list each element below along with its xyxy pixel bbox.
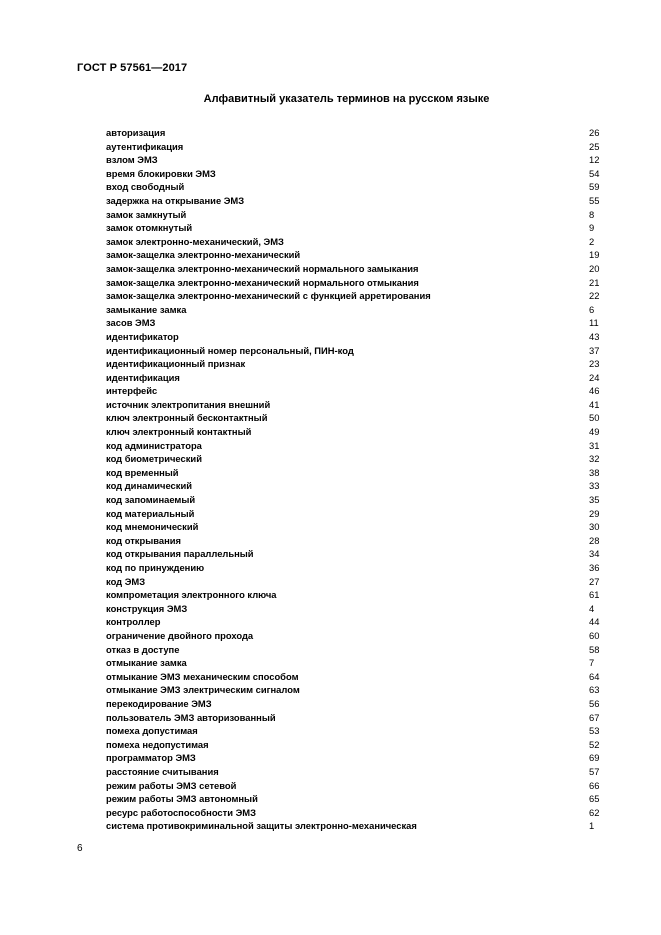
term-label: код запоминаемый bbox=[106, 494, 196, 506]
term-label: помеха недопустимая bbox=[106, 738, 209, 750]
list-item bbox=[106, 479, 606, 493]
list-item bbox=[106, 656, 606, 670]
list-item bbox=[106, 330, 606, 344]
list-item bbox=[106, 398, 606, 412]
term-number: 26 bbox=[589, 127, 600, 138]
term-number: 60 bbox=[589, 629, 600, 641]
list-item bbox=[106, 792, 606, 806]
term-number: 28 bbox=[589, 534, 600, 546]
list-item bbox=[106, 235, 606, 249]
list-item bbox=[106, 357, 606, 371]
list-item bbox=[106, 643, 606, 657]
term-label: замок-защелка электронно-механический нормального замыкания bbox=[106, 262, 419, 274]
term-number: 11 bbox=[589, 317, 599, 329]
list-item bbox=[106, 534, 606, 548]
term-number: 52 bbox=[589, 738, 600, 750]
list-item bbox=[106, 411, 606, 425]
term-label: идентификационный признак bbox=[106, 358, 246, 370]
term-number: 69 bbox=[589, 752, 600, 764]
term-number: 49 bbox=[589, 426, 600, 438]
term-label: засов ЭМЗ bbox=[106, 317, 156, 329]
term-number: 59 bbox=[589, 181, 600, 193]
term-label: перекодирование ЭМЗ bbox=[106, 697, 212, 709]
term-number: 54 bbox=[589, 167, 600, 179]
term-number: 2 bbox=[589, 235, 595, 247]
term-number: 23 bbox=[589, 358, 600, 370]
list-item bbox=[106, 303, 606, 317]
list-item bbox=[106, 439, 606, 453]
term-label: аутентификация bbox=[106, 140, 184, 152]
term-number: 65 bbox=[589, 793, 600, 805]
term-number: 32 bbox=[589, 453, 600, 465]
term-number: 36 bbox=[589, 562, 600, 573]
list-item bbox=[106, 493, 606, 507]
term-label: замыкание замка bbox=[106, 303, 187, 315]
term-label: вход свободный bbox=[106, 181, 185, 193]
term-number: 37 bbox=[589, 344, 600, 356]
term-number: 62 bbox=[589, 806, 600, 818]
document-id: ГОСТ Р 57561—2017 bbox=[77, 62, 188, 74]
term-label: замок отомкнутый bbox=[106, 222, 193, 234]
term-label: код материальный bbox=[106, 507, 195, 519]
term-label: отмыкание ЭМЗ электрическим сигналом bbox=[106, 684, 300, 696]
list-item bbox=[106, 126, 606, 140]
list-item bbox=[106, 520, 606, 534]
term-number: 22 bbox=[589, 290, 600, 302]
term-label: код динамический bbox=[106, 480, 192, 492]
list-item bbox=[106, 167, 606, 181]
term-number: 29 bbox=[589, 507, 600, 519]
terms-index-list bbox=[106, 126, 606, 833]
term-label: замок-защелка электронно-механический нормального отмыкания bbox=[106, 276, 419, 288]
list-item bbox=[106, 180, 606, 194]
term-number: 38 bbox=[589, 466, 600, 478]
term-number: 9 bbox=[589, 222, 595, 234]
term-label: код по принуждению bbox=[106, 562, 205, 573]
term-label: источник электропитания внешний bbox=[106, 398, 271, 410]
list-item bbox=[106, 588, 606, 602]
list-item bbox=[106, 697, 606, 711]
term-number: 8 bbox=[589, 208, 595, 220]
list-item bbox=[106, 615, 606, 629]
list-item bbox=[106, 765, 606, 779]
term-number: 46 bbox=[589, 385, 600, 397]
term-label: конструкция ЭМЗ bbox=[106, 602, 188, 614]
list-item bbox=[106, 507, 606, 521]
term-number: 63 bbox=[589, 684, 600, 696]
term-label: код открывания параллельный bbox=[106, 548, 254, 560]
term-label: замок-защелка электронно-механический с функцией арретирования bbox=[106, 290, 431, 302]
term-number: 57 bbox=[589, 765, 600, 777]
list-item bbox=[106, 344, 606, 358]
list-item bbox=[106, 724, 606, 738]
term-label: код открывания bbox=[106, 534, 181, 546]
term-label: код временный bbox=[106, 466, 179, 478]
list-item bbox=[106, 629, 606, 643]
term-label: код ЭМЗ bbox=[106, 575, 146, 587]
term-label: идентификация bbox=[106, 371, 180, 383]
term-label: ограничение двойного прохода bbox=[106, 629, 254, 641]
term-label: помеха допустимая bbox=[106, 725, 198, 737]
list-item bbox=[106, 384, 606, 398]
term-number: 6 bbox=[589, 303, 595, 315]
term-number: 31 bbox=[589, 439, 600, 451]
term-label: режим работы ЭМЗ сетевой bbox=[106, 779, 237, 791]
term-number: 41 bbox=[589, 398, 600, 410]
list-item bbox=[106, 289, 606, 303]
term-label: идентификатор bbox=[106, 330, 179, 342]
term-label: код биометрический bbox=[106, 453, 202, 465]
list-item bbox=[106, 248, 606, 262]
term-label: код администратора bbox=[106, 439, 202, 451]
term-label: взлом ЭМЗ bbox=[106, 154, 158, 166]
term-label: код мнемонический bbox=[106, 521, 199, 533]
term-label: задержка на открывание ЭМЗ bbox=[106, 194, 245, 206]
list-item bbox=[106, 561, 606, 575]
list-item bbox=[106, 221, 606, 235]
term-label: расстояние считывания bbox=[106, 765, 219, 777]
term-label: отказ в доступе bbox=[106, 643, 180, 655]
term-label: пользователь ЭМЗ авторизованный bbox=[106, 711, 276, 723]
term-label: отмыкание замка bbox=[106, 657, 187, 669]
term-number: 55 bbox=[589, 194, 600, 206]
term-label: замок замкнутый bbox=[106, 208, 187, 220]
list-item bbox=[106, 806, 606, 820]
term-number: 33 bbox=[589, 480, 600, 492]
list-item bbox=[106, 208, 606, 222]
term-label: режим работы ЭМЗ автономный bbox=[106, 793, 258, 805]
term-number: 53 bbox=[589, 725, 600, 737]
list-item bbox=[106, 751, 606, 765]
term-number: 7 bbox=[589, 657, 595, 669]
term-number: 24 bbox=[589, 371, 600, 383]
list-item bbox=[106, 466, 606, 480]
list-item bbox=[106, 683, 606, 697]
list-item bbox=[106, 194, 606, 208]
term-label: ресурс работоспособности ЭМЗ bbox=[106, 806, 256, 818]
page-title: Алфавитный указатель терминов на русском языке bbox=[203, 93, 490, 105]
list-item bbox=[106, 153, 606, 167]
list-item bbox=[106, 602, 606, 616]
term-label: компрометация электронного ключа bbox=[106, 589, 277, 601]
term-label: время блокировки ЭМЗ bbox=[106, 167, 216, 179]
term-number: 35 bbox=[589, 494, 600, 506]
list-item bbox=[106, 276, 606, 290]
term-number: 50 bbox=[589, 412, 600, 424]
term-number: 44 bbox=[589, 616, 600, 628]
term-number: 19 bbox=[589, 249, 600, 261]
list-item bbox=[106, 425, 606, 439]
term-label: замок-защелка электронно-механический bbox=[106, 249, 301, 261]
list-item bbox=[106, 779, 606, 793]
term-label: отмыкание ЭМЗ механическим способом bbox=[106, 670, 299, 682]
list-item bbox=[106, 316, 606, 330]
term-number: 58 bbox=[589, 643, 600, 655]
list-item bbox=[106, 819, 606, 833]
term-number: 20 bbox=[589, 262, 600, 274]
list-item bbox=[106, 738, 606, 752]
list-item bbox=[106, 575, 606, 589]
list-item bbox=[106, 452, 606, 466]
term-number: 66 bbox=[589, 779, 600, 791]
list-item bbox=[106, 371, 606, 385]
term-number: 4 bbox=[589, 602, 595, 614]
list-item bbox=[106, 670, 606, 684]
term-number: 67 bbox=[589, 711, 600, 723]
term-label: ключ электронный контактный bbox=[106, 426, 252, 438]
term-label: система противокриминальной защиты электронно-механическая bbox=[106, 820, 417, 832]
page-number: 6 bbox=[77, 843, 83, 854]
term-label: интерфейс bbox=[106, 385, 158, 397]
term-number: 30 bbox=[589, 521, 600, 533]
term-label: контроллер bbox=[106, 616, 161, 628]
list-item bbox=[106, 140, 606, 154]
term-number: 56 bbox=[589, 697, 600, 709]
term-number: 64 bbox=[589, 670, 600, 682]
term-label: авторизация bbox=[106, 127, 166, 138]
term-number: 27 bbox=[589, 575, 600, 587]
term-number: 34 bbox=[589, 548, 600, 560]
term-number: 43 bbox=[589, 330, 600, 342]
term-number: 61 bbox=[589, 589, 600, 601]
term-number: 21 bbox=[589, 276, 600, 288]
term-label: ключ электронный бесконтактный bbox=[106, 412, 268, 424]
list-item bbox=[106, 547, 606, 561]
term-number: 12 bbox=[589, 154, 600, 166]
list-item bbox=[106, 262, 606, 276]
term-label: замок электронно-механический, ЭМЗ bbox=[106, 235, 284, 247]
list-item bbox=[106, 711, 606, 725]
term-number: 25 bbox=[589, 140, 600, 152]
term-number: 1 bbox=[589, 820, 595, 832]
term-label: идентификационный номер персональный, ПИН-код bbox=[106, 344, 354, 356]
term-label: программатор ЭМЗ bbox=[106, 752, 196, 764]
